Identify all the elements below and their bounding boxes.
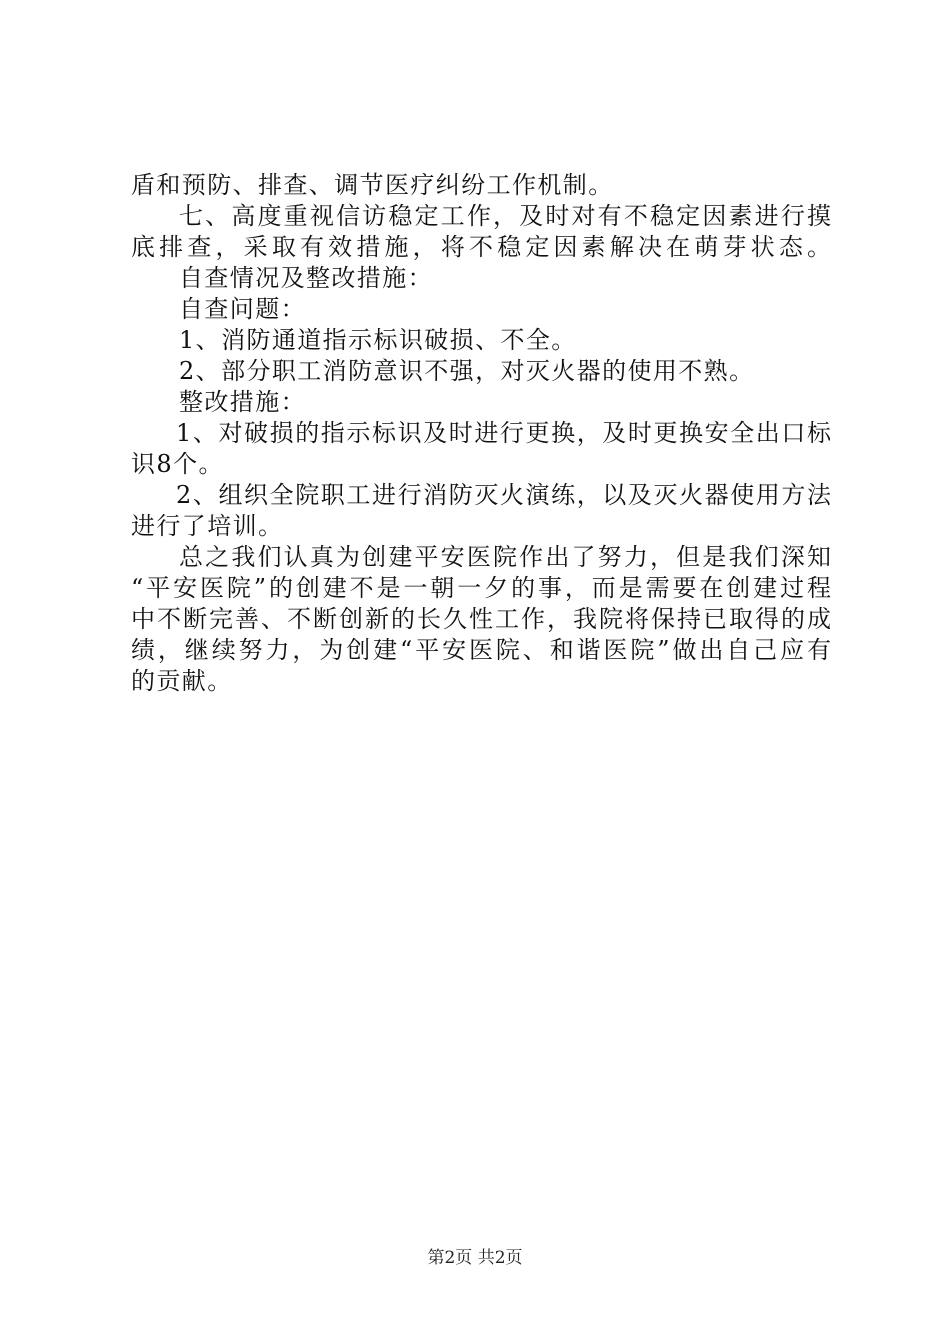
paragraph-line: 中不断完善、不断创新的长久性工作，我院将保持已取得的成 [131, 605, 831, 633]
list-item-continuation: 进行了培训。 [131, 512, 284, 540]
list-item: 2、部分职工消防意识不强，对灭火器的使用不熟。 [179, 357, 755, 385]
paragraph-line: 的贡献。 [131, 667, 233, 695]
paragraph-line: “平安医院”的创建不是一朝一夕的事，而是需要在创建过程 [131, 574, 831, 602]
paragraph-line: 底排查，采取有效措施，将不稳定因素解决在萌芽状态。 [131, 233, 831, 261]
page-number-footer: 第2页 共2页 [427, 1248, 523, 1268]
document-body [131, 170, 831, 697]
list-item-continuation: 识8个。 [131, 450, 224, 478]
paragraph-line: 总之我们认真为创建平安医院作出了努力，但是我们深知 [179, 543, 831, 571]
list-item: 2、组织全院职工进行消防灭火演练，以及灭火器使用方法 [176, 481, 831, 509]
subsection-heading: 自查问题： [179, 295, 306, 323]
paragraph-line: 绩，继续努力，为创建“平安医院、和谐医院”做出自己应有 [131, 636, 831, 664]
subsection-heading: 整改措施： [179, 388, 306, 416]
section-heading: 自查情况及整改措施： [179, 264, 433, 292]
list-item: 1、对破损的指示标识及时进行更换，及时更换安全出口标 [176, 419, 831, 447]
paragraph-line: 盾和预防、排查、调节医疗纠纷工作机制。 [131, 171, 614, 199]
paragraph-line: 七、高度重视信访稳定工作，及时对有不稳定因素进行摸 [179, 202, 831, 230]
list-item: 1、消防通道指示标识破损、不全。 [179, 326, 577, 354]
